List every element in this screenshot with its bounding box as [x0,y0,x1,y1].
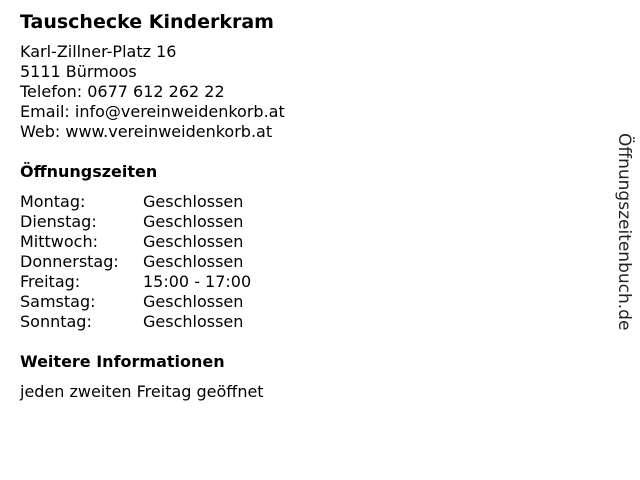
hours-time: Geschlossen [143,212,244,231]
hours-row-monday [20,192,580,212]
hours-day: Mittwoch: [20,232,98,251]
hours-row-thursday [20,252,580,272]
brand-label: Öffnungszeitenbuch.de [614,133,634,331]
hours-day: Dienstag: [20,212,97,231]
hours-day: Samstag: [20,292,96,311]
website-link[interactable]: Web: www.vereinweidenkorb.at [20,122,273,141]
hours-row-friday [20,272,580,292]
hours-day: Montag: [20,192,86,211]
city-address: 5111 Bürmoos [20,62,137,81]
hours-row-sunday [20,312,580,332]
hours-day: Donnerstag: [20,252,119,271]
hours-row-wednesday [20,232,580,252]
further-info-heading: Weitere Informationen [20,352,225,371]
hours-row-tuesday [20,212,580,232]
hours-day: Sonntag: [20,312,92,331]
business-name: Tauschecke Kinderkram [20,11,274,33]
hours-day: Freitag: [20,272,81,291]
brand-watermark [612,133,636,337]
further-info-text: jeden zweiten Freitag geöffnet [20,382,264,401]
street-address: Karl-Zillner-Platz 16 [20,42,177,61]
hours-time: 15:00 - 17:00 [143,272,252,291]
opening-hours-table [20,192,580,332]
business-card [20,10,580,402]
hours-time: Geschlossen [143,192,244,211]
hours-time: Geschlossen [143,292,244,311]
hours-time: Geschlossen [143,252,244,271]
hours-time: Geschlossen [143,312,244,331]
email-address[interactable]: Email: info@vereinweidenkorb.at [20,102,285,121]
hours-time: Geschlossen [143,232,244,251]
opening-hours-heading: Öffnungszeiten [20,162,158,181]
phone-number[interactable]: Telefon: 0677 612 262 22 [20,82,225,101]
hours-row-saturday [20,292,580,312]
